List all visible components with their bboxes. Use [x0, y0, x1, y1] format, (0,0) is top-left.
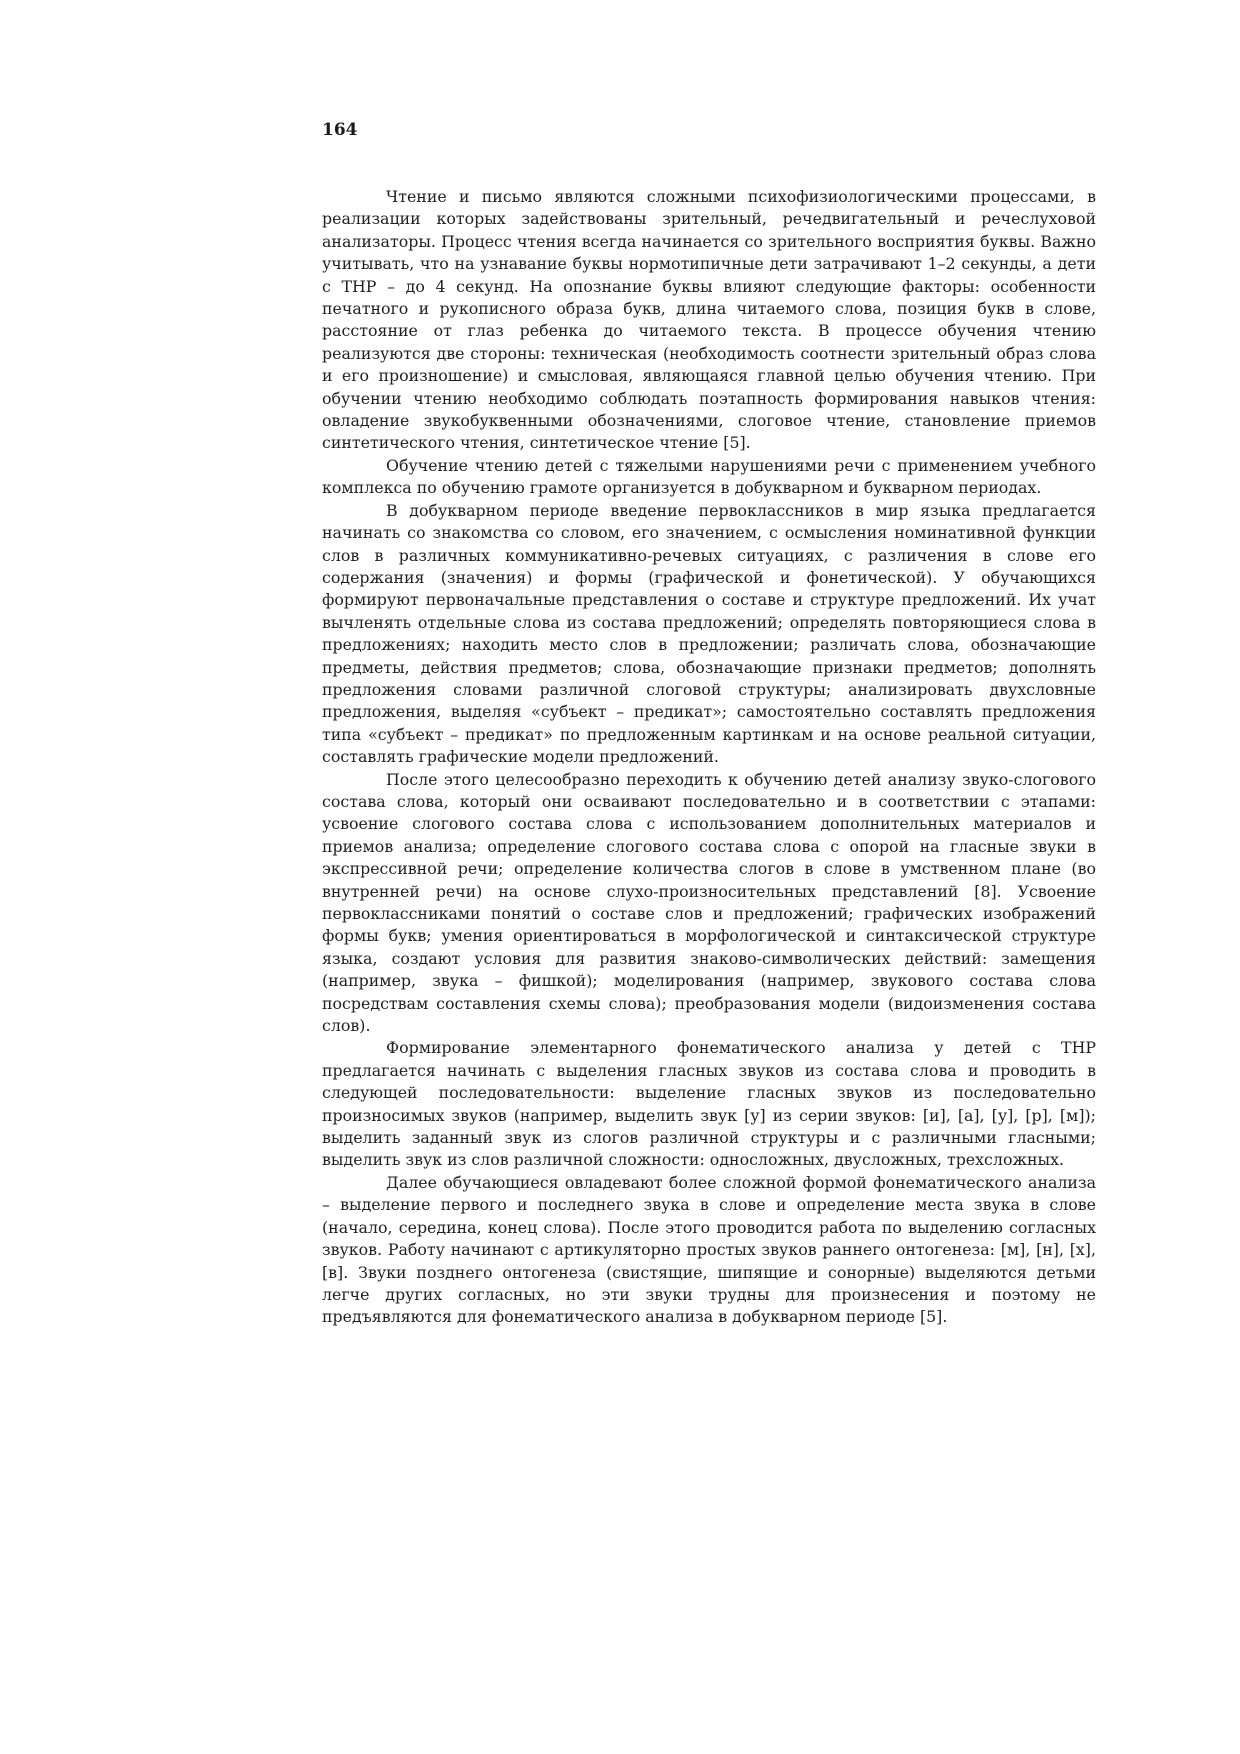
paragraph-2: Обучение чтению детей с тяжелыми нарушениями речи с применением учебного комплекса по обучению грамоте организуется в добукварном и букварном периодах.	[322, 455, 1096, 498]
paragraph-3: В добукварном периоде введение первоклассников в мир языка предлагается начинать со знакомства со словом, его значением, с осмысления номинативной функции слов в различных коммуникативно-речевых ситуациях, с различения в слове его содержания (значения) и формы (графической и фонетической). У обучающихся формируют первоначальные представления о составе и структуре предложений. Их учат вычленять отдельные слова из состава предложений; определять повторяющиеся слова в предложениях; находить место слов в предложении; различать слова, обозначающие предметы, действия предметов; слова, обозначающие признаки предметов; дополнять предложения словами различной слоговой структуры; анализировать двухсловные предложения, выделяя «субъект – предикат»; самостоятельно составлять предложения типа «субъект – предикат» по предложенным картинкам и на основе реальной ситуации, составлять графические модели предложений.	[322, 500, 1096, 767]
page-number: 164	[322, 120, 358, 140]
body-text	[322, 186, 1096, 1329]
paragraph-1: Чтение и письмо являются сложными психофизиологическими процессами, в реализации которых задействованы зрительный, речедвигательный и речеслуховой анализаторы. Процесс чтения всегда начинается со зрительного восприятия буквы. Важно учитывать, что на узнавание буквы нормотипичные дети затрачивают 1–2 секунды, а дети с ТНР – до 4 секунд. На опознание буквы влияют следующие факторы: особенности печатного и рукописного образа букв, длина читаемого слова, позиция букв в слове, расстояние от глаз ребенка до читаемого текста. В процессе обучения чтению реализуются две стороны: техническая (необходимость соотнести зрительный образ слова и его произношение) и смысловая, являющаяся главной целью обучения чтению. При обучении чтению необходимо соблюдать поэтапность формирования навыков чтения: овладение звукобуквенными обозначениями, слоговое чтение, становление приемов синтетического чтения, синтетическое чтение [5].	[322, 187, 1096, 453]
paragraph-4: После этого целесообразно переходить к обучению детей анализу звуко-слогового состава слова, который они осваивают последовательно и в соответствии с этапами: усвоение слогового состава слова с использованием дополнительных материалов и приемов анализа; определение слогового состава слова с опорой на гласные звуки в экспрессивной речи; определение количества слогов в слове в умственном плане (во внутренней речи) на основе слухо-произносительных представлений [8]. Усвоение первоклассниками понятий о составе слов и предложений; графических изображений формы букв; умения ориентироваться в морфологической и синтаксической структуре языка, создают условия для развития знаково-символических действий: замещения (например, звука – фишкой); моделирования (например, звукового состава слова посредствам составления схемы слова); преобразования модели (видоизменения состава слов).	[322, 769, 1096, 1036]
paragraph-5: Формирование элементарного фонематического анализа у детей с ТНР предлагается начинать с выделения гласных звуков из состава слова и проводить в следующей последовательности: выделение гласных звуков из последовательно произносимых звуков (например, выделить звук [у] из серии звуков: [и], [а], [у], [р], [м]); выделить заданный звук из слогов различной структуры и с различными гласными; выделить звук из слов различной сложности: односложных, двусложных, трехсложных.	[322, 1038, 1096, 1170]
paragraph-6: Далее обучающиеся овладевают более сложной формой фонематического анализа – выделение первого и последнего звука в слове и определение места звука в слове (начало, середина, конец слова). После этого проводится работа по выделению согласных звуков. Работу начинают с артикуляторно простых звуков раннего онтогенеза: [м], [н], [х], [в]. Звуки позднего онтогенеза (свистящие, шипящие и сонорные) выделяются детьми легче других согласных, но эти звуки трудны для произнесения и поэтому не предъявляются для фонематического анализа в добукварном периоде [5].	[322, 1172, 1096, 1327]
